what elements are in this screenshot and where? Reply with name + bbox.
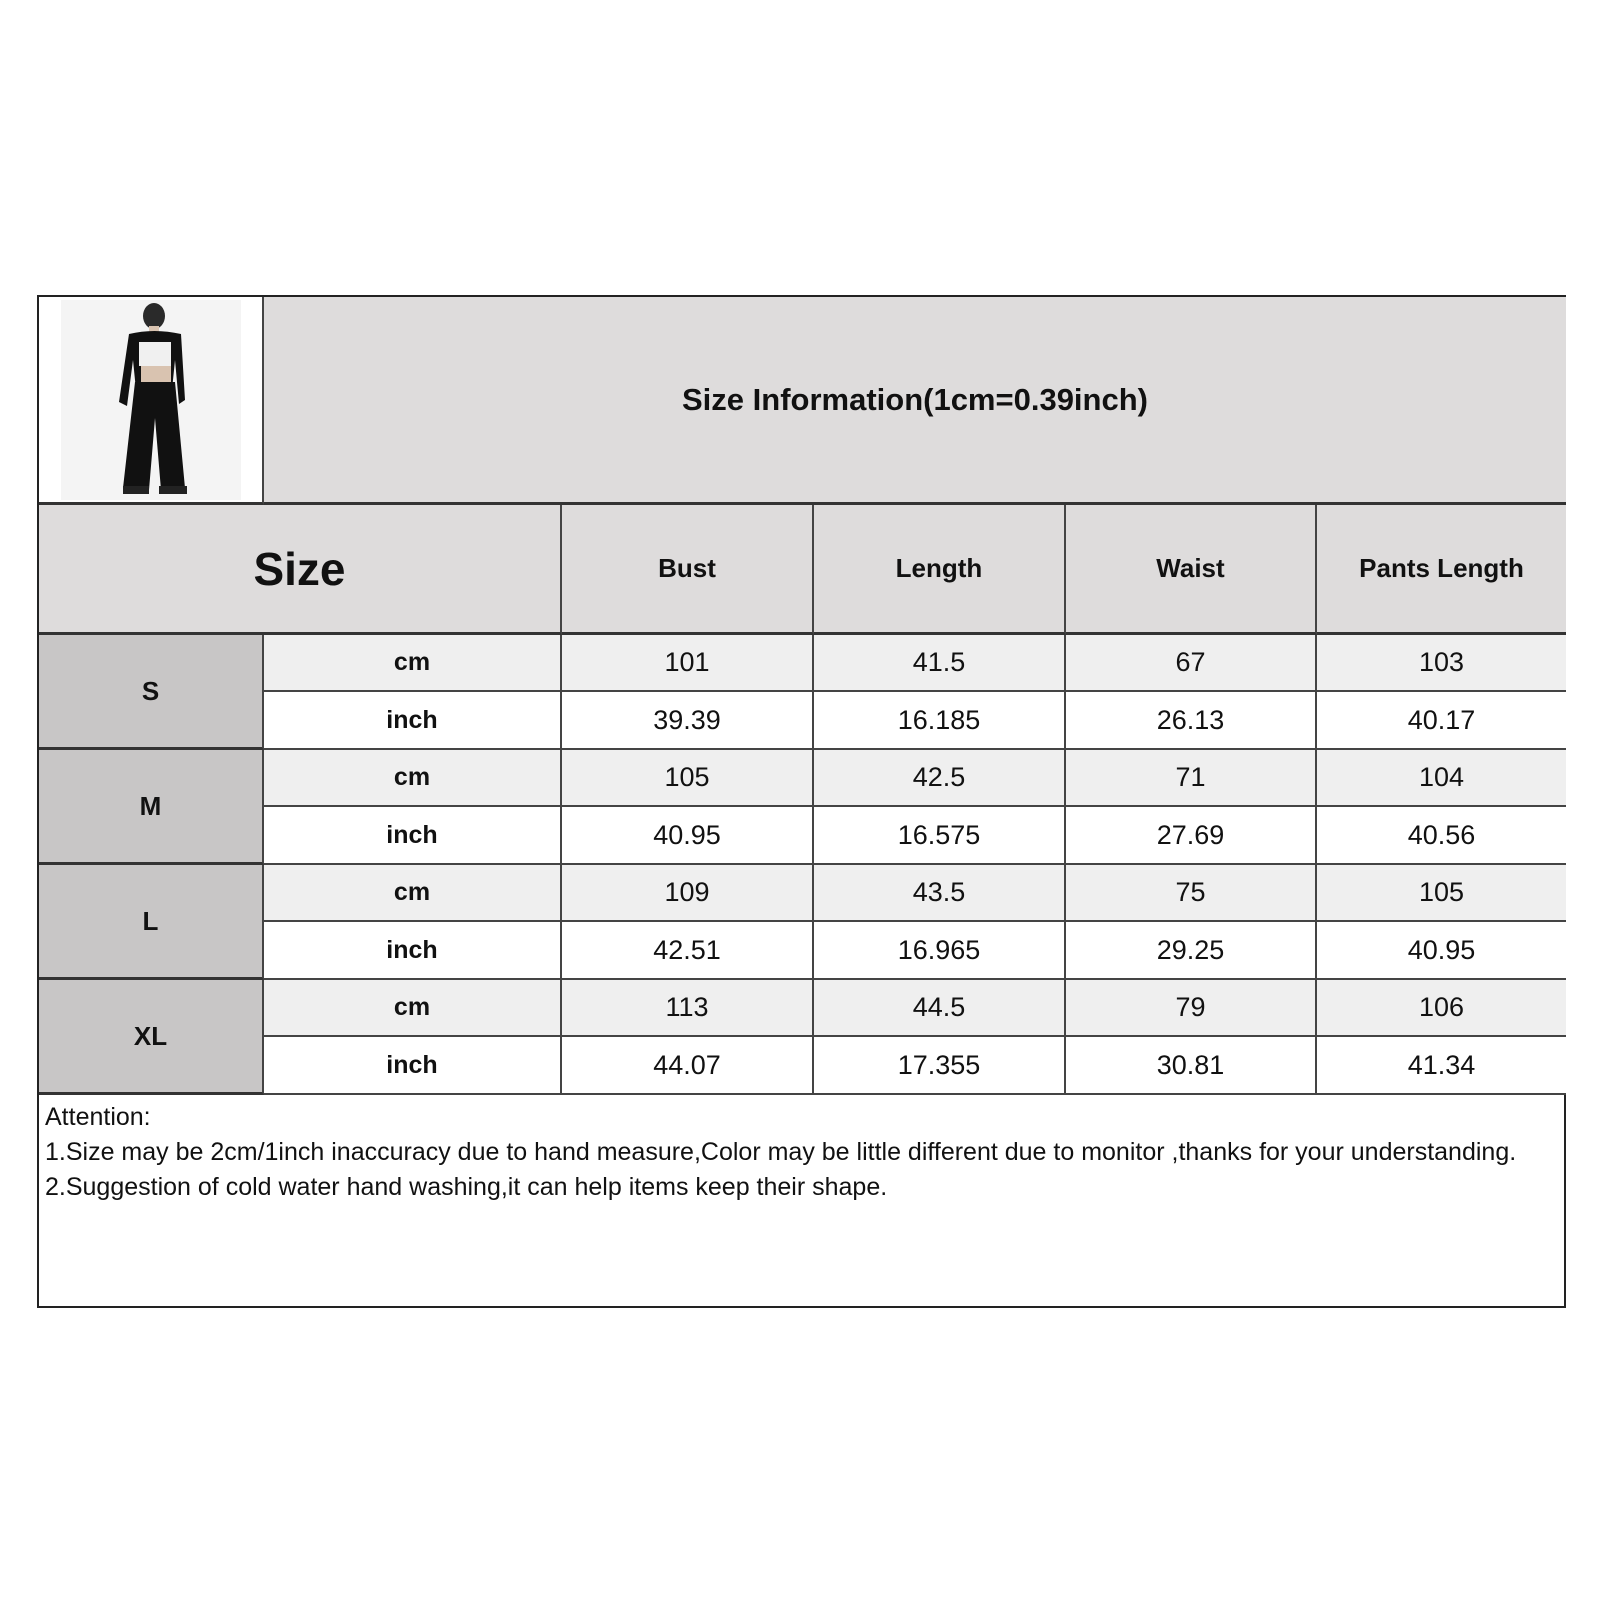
measure-cell: 106	[1317, 980, 1566, 1037]
measure-cell: 104	[1317, 750, 1566, 807]
header-size: Size	[39, 505, 562, 635]
measure-cell: 113	[562, 980, 814, 1037]
measure-cell: 105	[1317, 865, 1566, 922]
model-silhouette-icon	[61, 300, 241, 500]
size-label: L	[39, 865, 264, 980]
size-chart	[37, 295, 1566, 1308]
unit-label-cm: cm	[264, 865, 562, 922]
measure-cell: 67	[1066, 635, 1317, 692]
size-label: XL	[39, 980, 264, 1095]
measure-cell: 16.185	[814, 692, 1066, 750]
unit-label-inch: inch	[264, 922, 562, 980]
measure-cell: 41.5	[814, 635, 1066, 692]
size-label: S	[39, 635, 264, 750]
unit-label-inch: inch	[264, 807, 562, 865]
notes-line-1: 1.Size may be 2cm/1inch inaccuracy due to hand measure,Color may be little different due to monitor ,thanks for your understanding.	[45, 1138, 1517, 1166]
unit-label-inch: inch	[264, 1037, 562, 1095]
notes-heading: Attention:	[45, 1103, 151, 1131]
measure-cell: 27.69	[1066, 807, 1317, 865]
chart-title: Size Information(1cm=0.39inch)	[264, 297, 1566, 505]
measure-cell: 105	[562, 750, 814, 807]
header-waist: Waist	[1066, 505, 1317, 635]
measure-cell: 42.5	[814, 750, 1066, 807]
measure-cell: 16.575	[814, 807, 1066, 865]
measure-cell: 17.355	[814, 1037, 1066, 1095]
size-label: M	[39, 750, 264, 865]
measure-cell: 44.5	[814, 980, 1066, 1037]
measure-cell: 40.17	[1317, 692, 1566, 750]
measure-cell: 41.34	[1317, 1037, 1566, 1095]
measure-cell: 42.51	[562, 922, 814, 980]
measure-cell: 79	[1066, 980, 1317, 1037]
product-photo	[39, 297, 264, 505]
measure-cell: 40.95	[1317, 922, 1566, 980]
measure-cell: 101	[562, 635, 814, 692]
measure-cell: 26.13	[1066, 692, 1317, 750]
measure-cell: 40.95	[562, 807, 814, 865]
header-pants-length: Pants Length	[1317, 505, 1566, 635]
header-length: Length	[814, 505, 1066, 635]
notes-line-2: 2.Suggestion of cold water hand washing,it can help items keep their shape.	[45, 1173, 888, 1201]
unit-label-cm: cm	[264, 635, 562, 692]
measure-cell: 109	[562, 865, 814, 922]
measure-cell: 16.965	[814, 922, 1066, 980]
measure-cell: 30.81	[1066, 1037, 1317, 1095]
measure-cell: 44.07	[562, 1037, 814, 1095]
attention-notes	[45, 1100, 1545, 1205]
unit-label-inch: inch	[264, 692, 562, 750]
unit-label-cm: cm	[264, 980, 562, 1037]
header-bust: Bust	[562, 505, 814, 635]
measure-cell: 103	[1317, 635, 1566, 692]
measure-cell: 39.39	[562, 692, 814, 750]
measure-cell: 29.25	[1066, 922, 1317, 980]
measure-cell: 75	[1066, 865, 1317, 922]
measure-cell: 40.56	[1317, 807, 1566, 865]
measure-cell: 43.5	[814, 865, 1066, 922]
measure-cell: 71	[1066, 750, 1317, 807]
unit-label-cm: cm	[264, 750, 562, 807]
